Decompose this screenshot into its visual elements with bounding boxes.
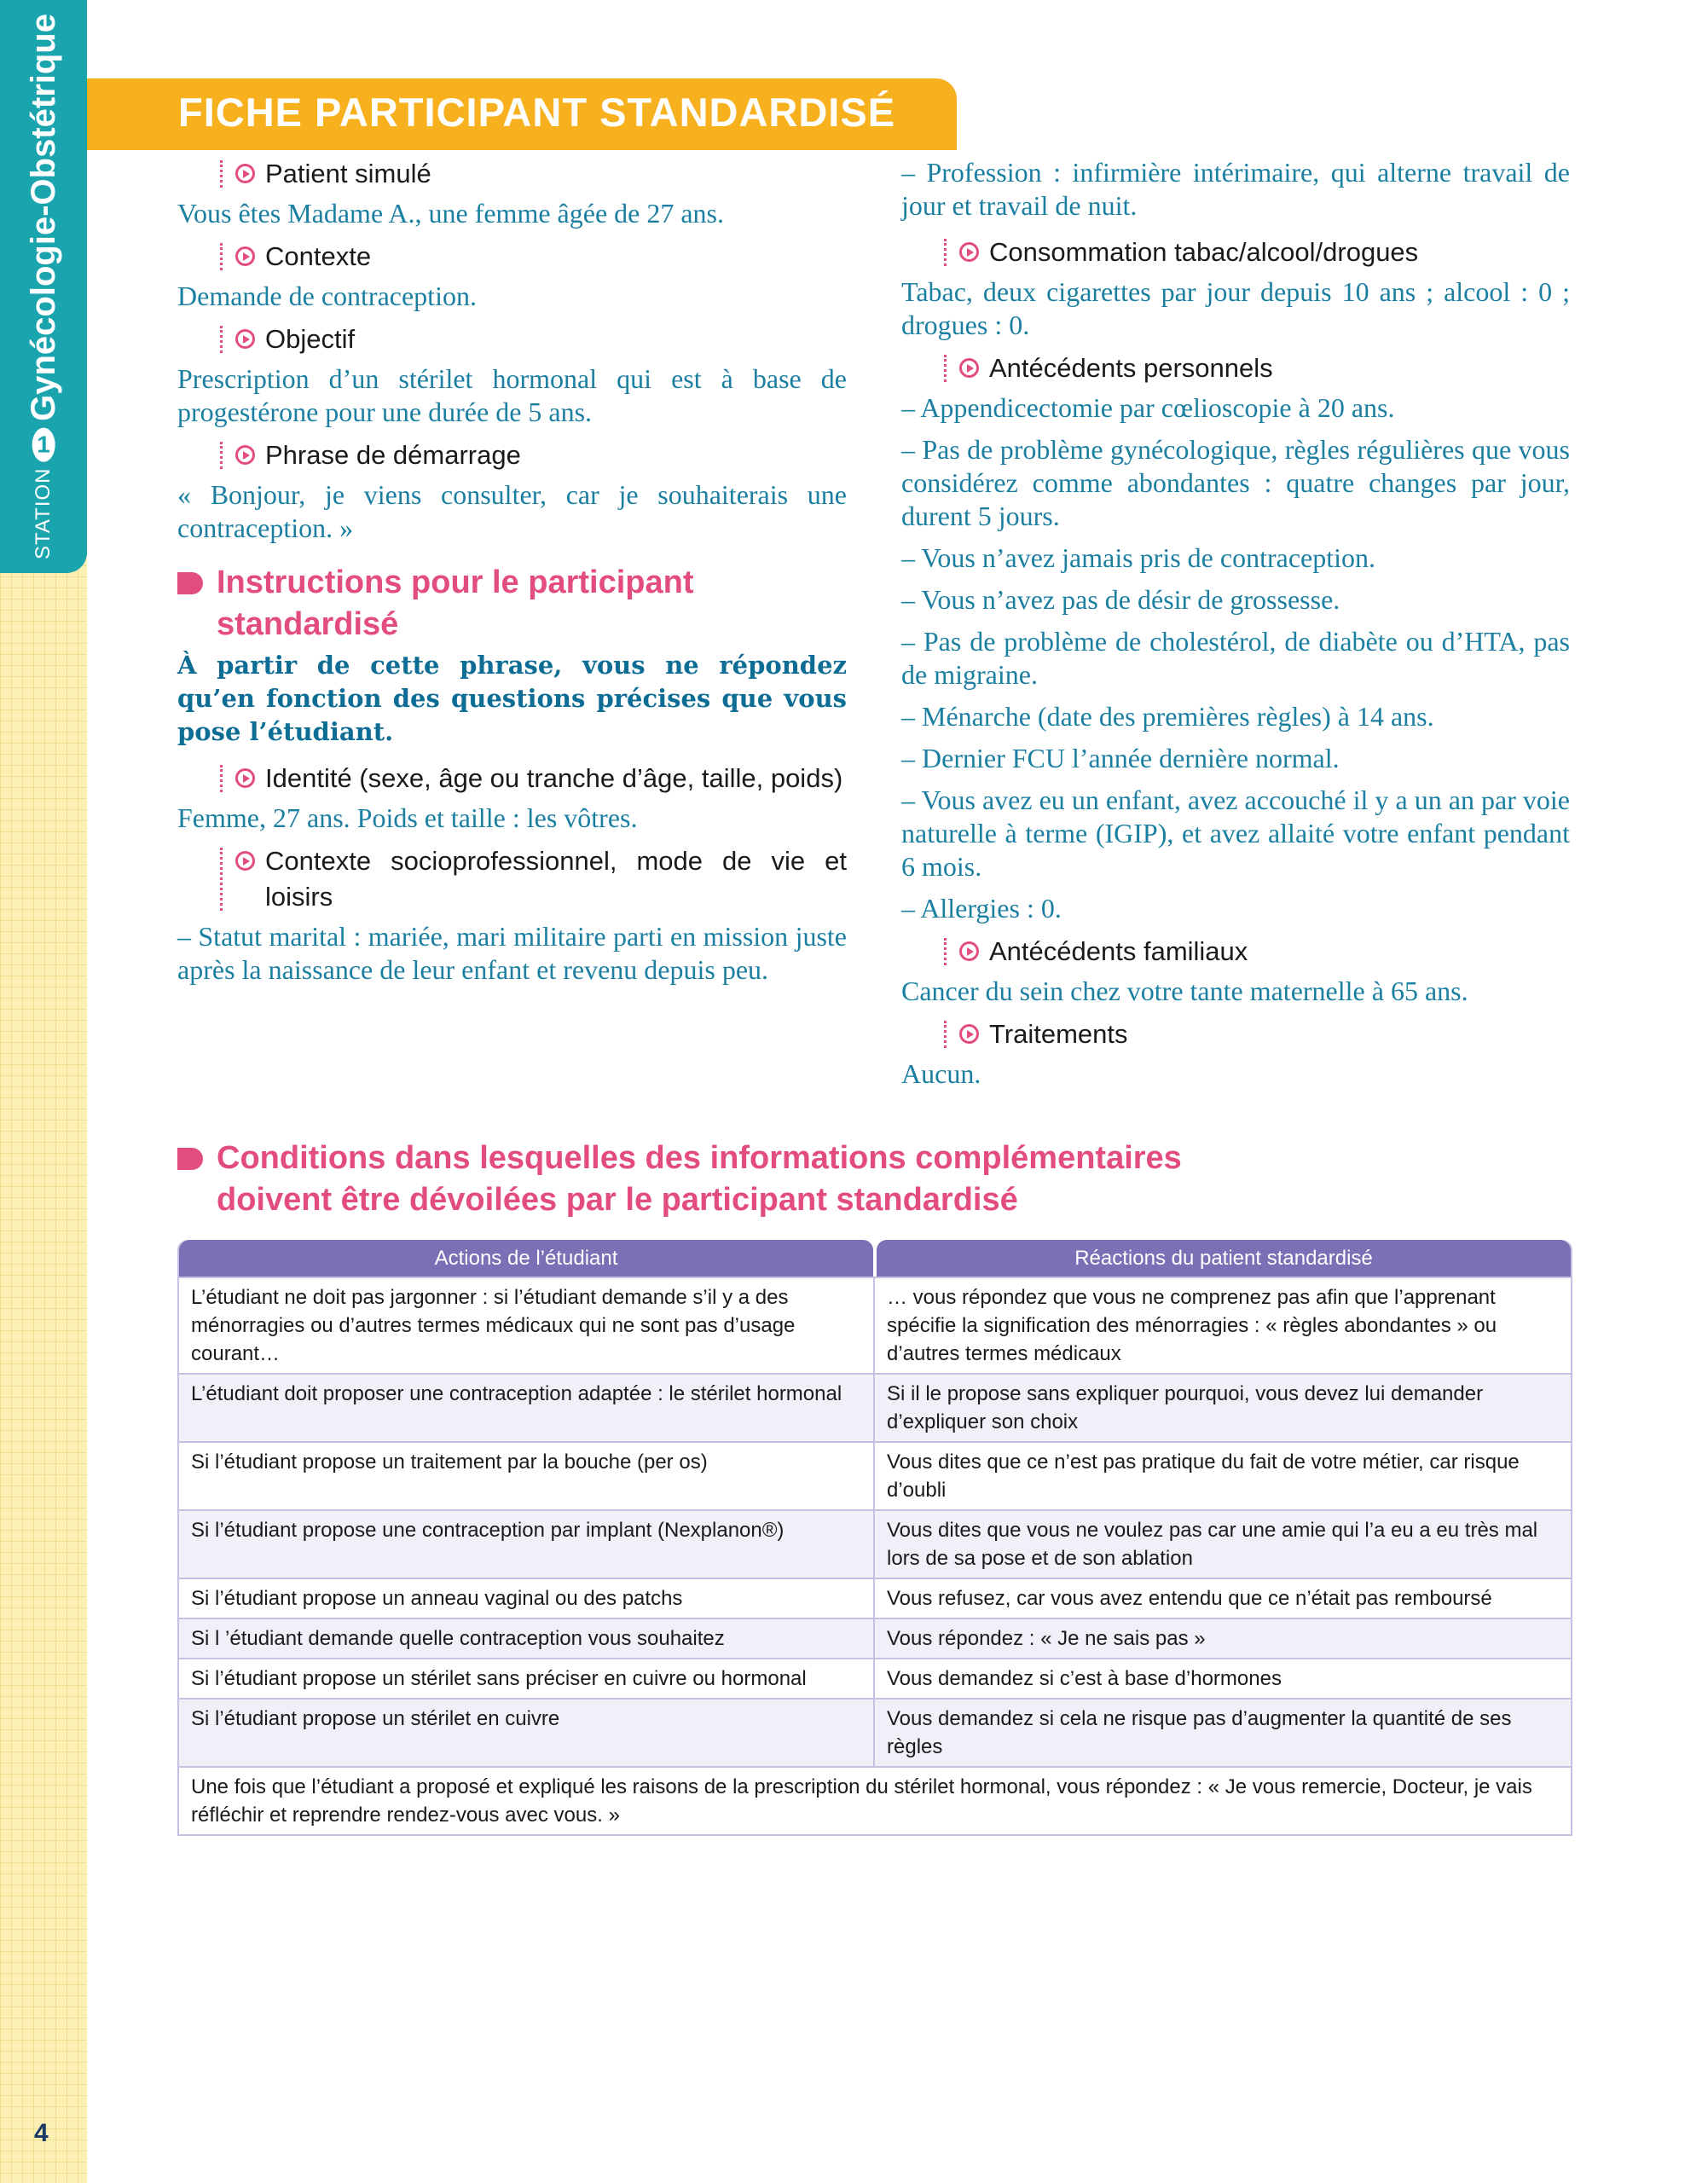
personal-history-item: – Appendicectomie par cœlioscopie à 20 ans. [901,392,1395,423]
table-row-final [179,1766,1571,1834]
subheading-personal-history: Antécédents personnels [944,350,1570,386]
personal-history-item: – Allergies : 0. [901,893,1062,924]
subheading-patient: Patient simulé [220,156,847,192]
reaction-cell: Vous dites que vous ne voulez pas car une amie qui l’a eu a eu très mal lors de sa pose et de son ablation [887,1519,1538,1570]
subheading-family-history: Antécédents familiaux [944,934,1570,970]
action-cell: Si l’étudiant propose un anneau vaginal ou des patchs [179,1579,875,1618]
table-row [179,1373,1571,1441]
action-cell: Si l’étudiant propose un traitement par la bouche (per os) [179,1443,875,1509]
table-body [179,1277,1571,1834]
table-row [179,1441,1571,1509]
page-number: 4 [34,2119,49,2147]
play-circle-icon [235,768,255,788]
subheading-tobacco: Consommation tabac/alcool/drogues [944,235,1570,270]
instructions-heading: Instructions pour le participant standardisé [177,562,847,646]
reaction-cell: Vous demandez si c’est à base d’hormones [887,1667,1282,1690]
left-column [177,156,847,999]
socio-text: – Statut marital : mariée, mari militaire parti en mission juste après la naissance de leur enfant et revenu depuis peu. [177,921,847,985]
table-row [179,1578,1571,1618]
subheading-treatments: Traitements [944,1016,1570,1052]
instructions-text: À partir de cette phrase, vous ne répondez qu’en fonction des questions précises que vous pose l’étudiant. [177,651,847,746]
table-row [179,1658,1571,1698]
heading-bullet-icon [177,1148,203,1170]
action-cell: Si l’étudiant propose un stérilet en cuivre [179,1699,875,1766]
personal-history-item: – Pas de problème de cholestérol, de diabète ou d’HTA, pas de migraine. [901,626,1570,690]
conditions-heading: Conditions dans lesquelles des informations complémentaires doivent être dévoilées par le participant standardisé [177,1138,1410,1221]
tobacco-text: Tabac, deux cigarettes par jour depuis 10 ans ; alcool : 0 ; drogues : 0. [901,276,1570,340]
play-circle-icon [235,851,255,871]
right-column [901,156,1570,1099]
table-row [179,1277,1571,1373]
station-tab [0,0,87,573]
heading-bullet-icon [177,572,203,594]
play-circle-icon [959,1024,979,1044]
context-text: Demande de contraception. [177,281,477,311]
personal-history-item: – Vous n’avez pas de désir de grossesse. [901,584,1340,615]
column-header-actions: Actions de l’étudiant [179,1240,873,1277]
personal-history-item: – Pas de problème gynécologique, règles régulières que vous considérez comme abondantes : quatre changes par jour, durent 5 jours. [901,434,1570,531]
conditions-table [177,1240,1572,1836]
start-phrase-text: « Bonjour, je viens consulter, car je souhaiterais une contraception. » [177,479,847,543]
family-history-text: Cancer du sein chez votre tante maternelle à 65 ans. [901,976,1468,1006]
subheading-objective: Objectif [220,321,847,357]
play-circle-icon [235,164,255,183]
objective-text: Prescription d’un stérilet hormonal qui est à base de progestérone pour une durée de 5 ans. [177,363,847,427]
reaction-cell: Si il le propose sans expliquer pourquoi, vous devez lui demander d’expliquer son choix [887,1382,1484,1433]
action-cell: L’étudiant doit proposer une contraception adaptée : le stérilet hormonal [179,1375,875,1441]
header-banner [87,78,957,150]
personal-history-item: – Vous n’avez jamais pris de contraception. [901,542,1375,573]
final-row-cell: Une fois que l’étudiant a proposé et expliqué les raisons de la prescription du stérilet hormonal, vous répondez : « Je vous remercie, Docteur, je vais réfléchir et reprendre rendez-vous avec vous. » [191,1775,1532,1827]
table-row [179,1698,1571,1766]
column-header-reactions: Réactions du patient standardisé [877,1240,1571,1277]
profession-text: – Profession : infirmière intérimaire, qui alterne travail de jour et travail de nuit. [901,157,1570,221]
action-cell: Si l ’étudiant demande quelle contraception vous souhaitez [179,1619,875,1658]
action-cell: Si l’étudiant propose un stérilet sans préciser en cuivre ou hormonal [179,1659,875,1698]
reaction-cell: Vous demandez si cela ne risque pas d’augmenter la quantité de ses règles [887,1707,1512,1758]
play-circle-icon [235,329,255,349]
play-circle-icon [235,246,255,266]
table-row [179,1618,1571,1658]
play-circle-icon [235,445,255,465]
subheading-context: Contexte [220,239,847,275]
reaction-cell: Vous refusez, car vous avez entendu que ce n’était pas remboursé [887,1587,1492,1610]
treatments-text: Aucun. [901,1058,981,1089]
subheading-start-phrase: Phrase de démarrage [220,437,847,473]
station-label: STATION [32,467,55,559]
subheading-socio: Contexte socioprofessionnel, mode de vie et loisirs [220,843,847,915]
page-title: FICHE PARTICIPANT STANDARDISÉ [178,90,896,135]
action-cell: Si l’étudiant propose une contraception par implant (Nexplanon®) [179,1511,875,1578]
personal-history-item: – Ménarche (date des premières règles) à 14 ans. [901,701,1434,732]
play-circle-icon [959,358,979,378]
table-header [179,1240,1571,1277]
reaction-cell: … vous répondez que vous ne comprenez pas afin que l’apprenant spécifie la signification des ménorragies : « règles abondantes » ou d’autres termes médicaux [887,1286,1497,1365]
reaction-cell: Vous répondez : « Je ne sais pas » [887,1627,1206,1650]
action-cell: L’étudiant ne doit pas jargonner : si l’étudiant demande s’il y a des ménorragies ou d’autres termes médicaux qui ne sont pas d’usage courant… [179,1278,875,1373]
reaction-cell: Vous dites que ce n’est pas pratique du fait de votre métier, car risque d’oubli [887,1451,1520,1502]
station-number-badge: 1 [32,427,55,461]
patient-text: Vous êtes Madame A., une femme âgée de 27 ans. [177,198,724,229]
station-section-title: Gynécologie-Obstétrique [24,14,62,421]
subheading-identity: Identité (sexe, âge ou tranche d’âge, taille, poids) [220,761,847,796]
table-row [179,1509,1571,1578]
identity-text: Femme, 27 ans. Poids et taille : les vôtres. [177,802,638,833]
personal-history-item: – Dernier FCU l’année dernière normal. [901,743,1340,773]
personal-history-item: – Vous avez eu un enfant, avez accouché il y a un an par voie naturelle à terme (IGIP), et avez allaité votre enfant pendant 6 mois. [901,785,1570,882]
play-circle-icon [959,941,979,961]
play-circle-icon [959,242,979,262]
